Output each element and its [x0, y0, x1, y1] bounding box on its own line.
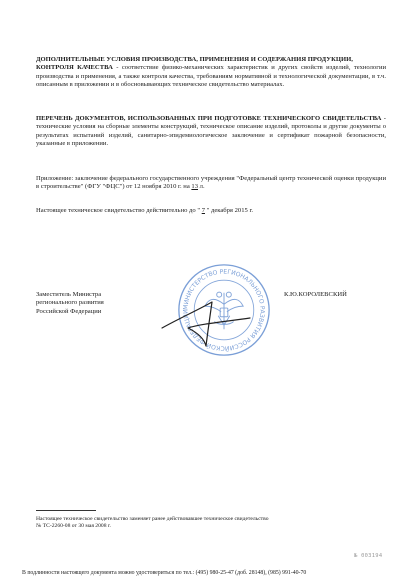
- validity-text: Настоящее техническое свидетельство действительно до ": [36, 207, 202, 214]
- position-line: Заместитель Министра: [36, 291, 102, 298]
- validity-text-end: " декабря 2015 г.: [204, 207, 254, 214]
- position-line: регионального развития: [36, 299, 104, 307]
- appendix-paragraph: [36, 175, 386, 192]
- serial-number: № 003194: [354, 553, 383, 559]
- section-heading: ПЕРЕЧЕНЬ ДОКУМЕНТОВ, ИСПОЛЬЗОВАННЫХ ПРИ ПОДГОТОВКЕ ТЕХНИЧЕСКОГО СВИДЕТЕЛЬСТВА: [36, 115, 382, 122]
- seal-text: МИНИСТЕРСТВО РЕГИОНАЛЬНОГО РАЗВИТИЯ РОССИЙСКОЙ ФЕДЕРАЦИИ: [182, 268, 266, 352]
- validity-paragraph: [36, 207, 386, 215]
- section-text: - соответствие физико-механических характеристик и других свойств изделий, технологии производства и применения, а также контроля качества, требованиям нормативной и технологической документации, в т.ч. описанным в приложении и в обосновывающих техническое свидетельство материалах.: [36, 64, 386, 88]
- validity-day: 7: [201, 207, 205, 214]
- appendix-page-count: 13: [191, 183, 198, 191]
- handwritten-signature: [150, 288, 260, 358]
- appendix-text-end: л.: [198, 183, 205, 191]
- section-heading-cont: КОНТРОЛЯ КАЧЕСТВА: [36, 64, 113, 72]
- footnote-line: № ТС-2260-08 от 30 мая 2008 г.: [36, 523, 111, 529]
- appendix-label: Приложение:: [36, 175, 74, 182]
- position-line: Российской Федерации: [36, 307, 102, 315]
- section-documents-list: [36, 115, 386, 148]
- section-production-conditions: [36, 56, 386, 89]
- footnote-line: Настоящее техническое свидетельство заменяет ранее действовавшее техническое свидетельство: [36, 516, 269, 522]
- signatory-position: [36, 291, 166, 316]
- footnote-divider: [36, 510, 96, 511]
- appendix-text: заключение федерального государственного учреждения "Федеральный центр технической оценки продукции в строительстве" (ФГУ "ФЦС") от 12 ноября 2010 г. на: [36, 175, 386, 191]
- verification-note: В подлинности настоящего документа можно удостовериться по тел.: (495) 980-25-47 (доб. 28148), (985) 991-40-70: [22, 570, 307, 576]
- section-text: - технические условия на сборные элементы конструкций, техническое описание изделий, протоколы и другие документы о результатах испытаний изделий, санитарно-эпидемиологическое заключение и сертификат пожарной безопасности, указанные в приложении.: [36, 115, 386, 147]
- section-heading: ДОПОЛНИТЕЛЬНЫЕ УСЛОВИЯ ПРОИЗВОДСТВА, ПРИМЕНЕНИЯ И СОДЕРЖАНИЯ ПРОДУКЦИИ,: [36, 56, 353, 63]
- signatory-name: К.Ю.КОРОЛЕВСКИЙ: [284, 291, 347, 298]
- footnote: [36, 516, 386, 530]
